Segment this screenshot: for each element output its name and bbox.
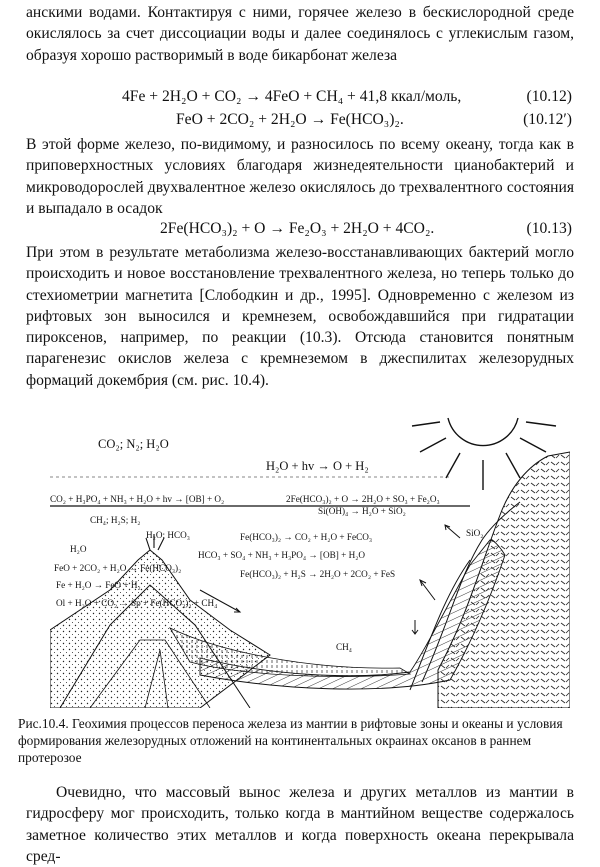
label-hco3: HCO₃ + SO₄ + NH₃ + H₃PO₄ → [OB] + H₂O <box>198 550 366 560</box>
label-photolysis: H₂O + hv → O + H₂ <box>266 459 369 473</box>
label-olivine: Ol + H₂O + CO₂ → Sp + Fe(HCO₃)₂ + CH₄ <box>56 598 218 608</box>
equation-10-12-prime: FeO + 2CO₂ + 2H₂O → Fe(HCO₃)₂. <box>176 111 404 128</box>
label-oxidation: 2Fe(HCO₃)₂ + O → 2H₂O + SO₃ + Fe₂O₃ <box>286 494 440 504</box>
label-atmosphere: CO₂; N₂; H₂O <box>98 437 169 451</box>
label-silica: Si(OH)₄ → H₂O + SiO₂ <box>318 506 406 516</box>
rift-volcano <box>50 550 270 708</box>
paragraph-4: Очевидно, что массовый вынос железа и других металлов из мантии в гидросферу мог происходить, только когда в мантийном веществе содержалось заметное количество этих металлов и когда поверхность океана перекрывала сред- <box>26 784 574 865</box>
label-ch4: CH₄ <box>336 642 352 652</box>
label-surface-reaction: CO₂ + H₃PO₄ + NH₃ + H₂O + hv → [OB] + O₂ <box>50 494 225 504</box>
label-ch4-h2s: CH₄; H₂S; H₂ <box>90 515 141 525</box>
label-fes: Fe(HCO₃)₂ + H₂S → 2H₂O + 2CO₂ + FeS <box>240 569 396 579</box>
paragraph-3: При этом в результате метаболизма железо-восстанавливающих бактерий могло происходить и новое восстановление трехвалентного железа, но теперь только до стехиометрии магнетита [Слободкин и др., 1995]. Одновременно с железом из рифтовых зон выносился и кремнезем, освобождавшийся при гидратации пироксенов, например, по реакции (10.3). Отсюда становится понятным парагенезис окислов железа с кремнеземом в джеспилитах железорудных формаций докембрия (см. рис. 10.4). <box>26 244 574 389</box>
label-fe: Fe + H₂O → FeO + H₂ <box>56 580 141 590</box>
paragraph-2: В этой форме железо, по-видимому, и разносилось по всему океану, тогда как в приповерхностных условиях благодаря жизнедеятельности цианобактерий и микроводорослей двухвалентное железо окислялось до трехвалентного состояния и выпадало в осадок <box>26 136 574 217</box>
label-sio2: SiO₂ <box>466 528 484 538</box>
equation-number-10-12-prime: (10.12′) <box>523 111 572 128</box>
label-feco3: Fe(HCO₃)₂ → CO₂ + H₂O + FeCO₃ <box>240 532 373 542</box>
equation-10-13: 2Fe(HCO₃)₂ + O → Fe₂O₃ + 2H₂O + 4CO₂. <box>160 220 435 237</box>
caption-label: Рис.10.4. <box>18 716 69 731</box>
figure-caption <box>18 715 578 766</box>
caption-text: Геохимия процессов переноса железа из мантии в рифтовые зоны и океаны и условия формирования железорудных отложений на континентальных окраинах оксанов в раннем протерозое <box>18 716 563 765</box>
equation-number-10-12: (10.12) <box>526 88 572 105</box>
paragraph-1: анскими водами. Контактируя с ними, горячее железо в бескислородной среде окислялось за счет диссоциации воды и далее соединялось с углекислым газом, образуя хорошо растворимый в воде бикарбонат железа <box>26 4 574 64</box>
label-h2o-hco3: H₂O; HCO₃ <box>146 530 190 540</box>
figure-10-4 <box>50 390 570 708</box>
label-feo: FeO + 2CO₂ + H₂O → Fe(HCO₃)₂ <box>54 563 182 573</box>
label-h2o: H₂O <box>70 544 87 554</box>
equation-10-12: 4Fe + 2H₂O + CO₂ → 4FeO + CH₄ + 41,8 ккал/моль, <box>122 88 462 105</box>
equation-number-10-13: (10.13) <box>526 220 572 237</box>
